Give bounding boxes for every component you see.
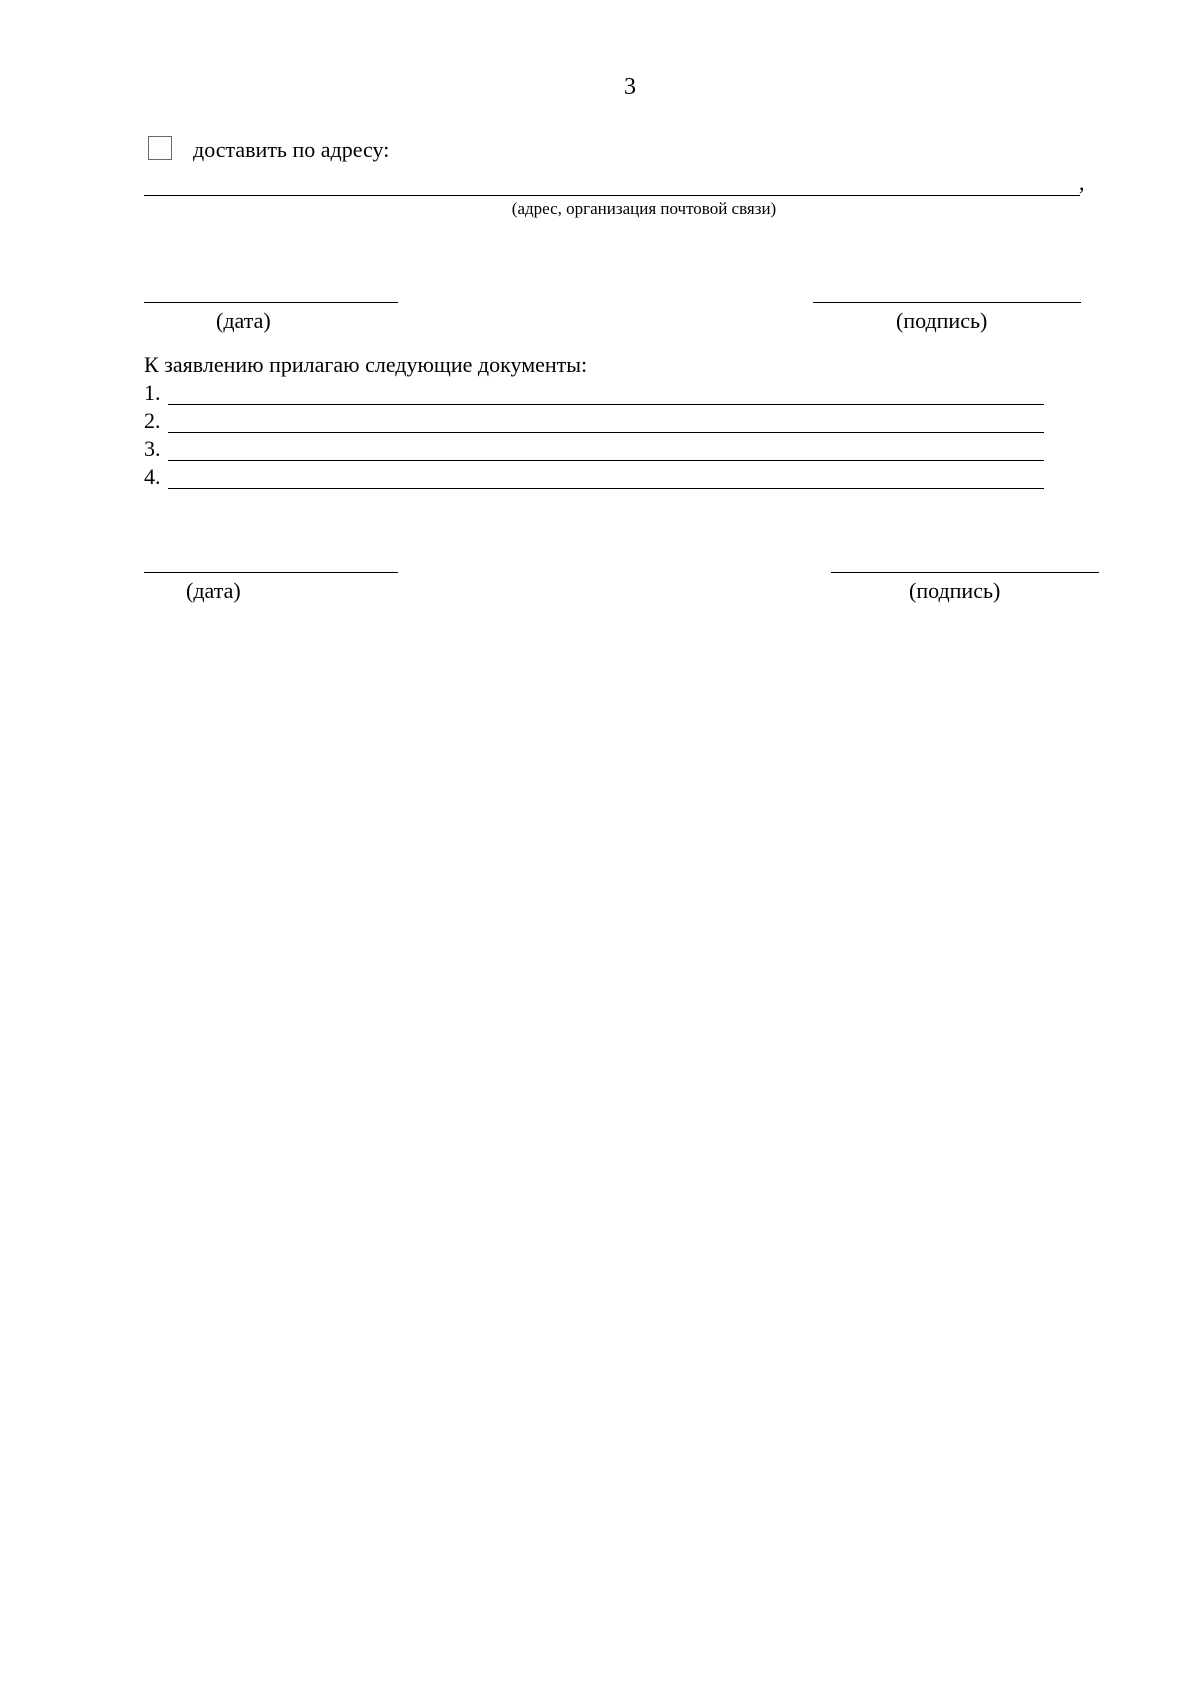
delivery-label: доставить по адресу: bbox=[193, 137, 390, 162]
date-label-2: (дата) bbox=[186, 578, 241, 603]
attachment-number-2: 2. bbox=[144, 408, 161, 433]
signature-label-2: (подпись) bbox=[909, 578, 1001, 603]
attachment-field-line-4[interactable] bbox=[168, 488, 1044, 489]
attachments-heading: К заявлению прилагаю следующие документы: bbox=[144, 352, 588, 377]
page-number: 3 bbox=[624, 74, 636, 100]
attachment-number-4: 4. bbox=[144, 464, 161, 489]
attachment-number-3: 3. bbox=[144, 436, 161, 461]
date-field-line-2[interactable] bbox=[144, 572, 398, 573]
attachment-number-1: 1. bbox=[144, 380, 161, 405]
attachment-field-line-2[interactable] bbox=[168, 432, 1044, 433]
signature-field-line-2[interactable] bbox=[831, 572, 1099, 573]
attachment-field-line-3[interactable] bbox=[168, 460, 1044, 461]
delivery-checkbox[interactable] bbox=[148, 136, 172, 160]
date-field-line-1[interactable] bbox=[144, 302, 398, 303]
date-label-1: (дата) bbox=[216, 308, 271, 333]
address-comma: , bbox=[1079, 170, 1085, 195]
address-field-line[interactable] bbox=[144, 195, 1080, 196]
address-caption: (адрес, организация почтовой связи) bbox=[511, 199, 777, 218]
attachment-field-line-1[interactable] bbox=[168, 404, 1044, 405]
signature-field-line-1[interactable] bbox=[813, 302, 1081, 303]
signature-label-1: (подпись) bbox=[896, 308, 988, 333]
